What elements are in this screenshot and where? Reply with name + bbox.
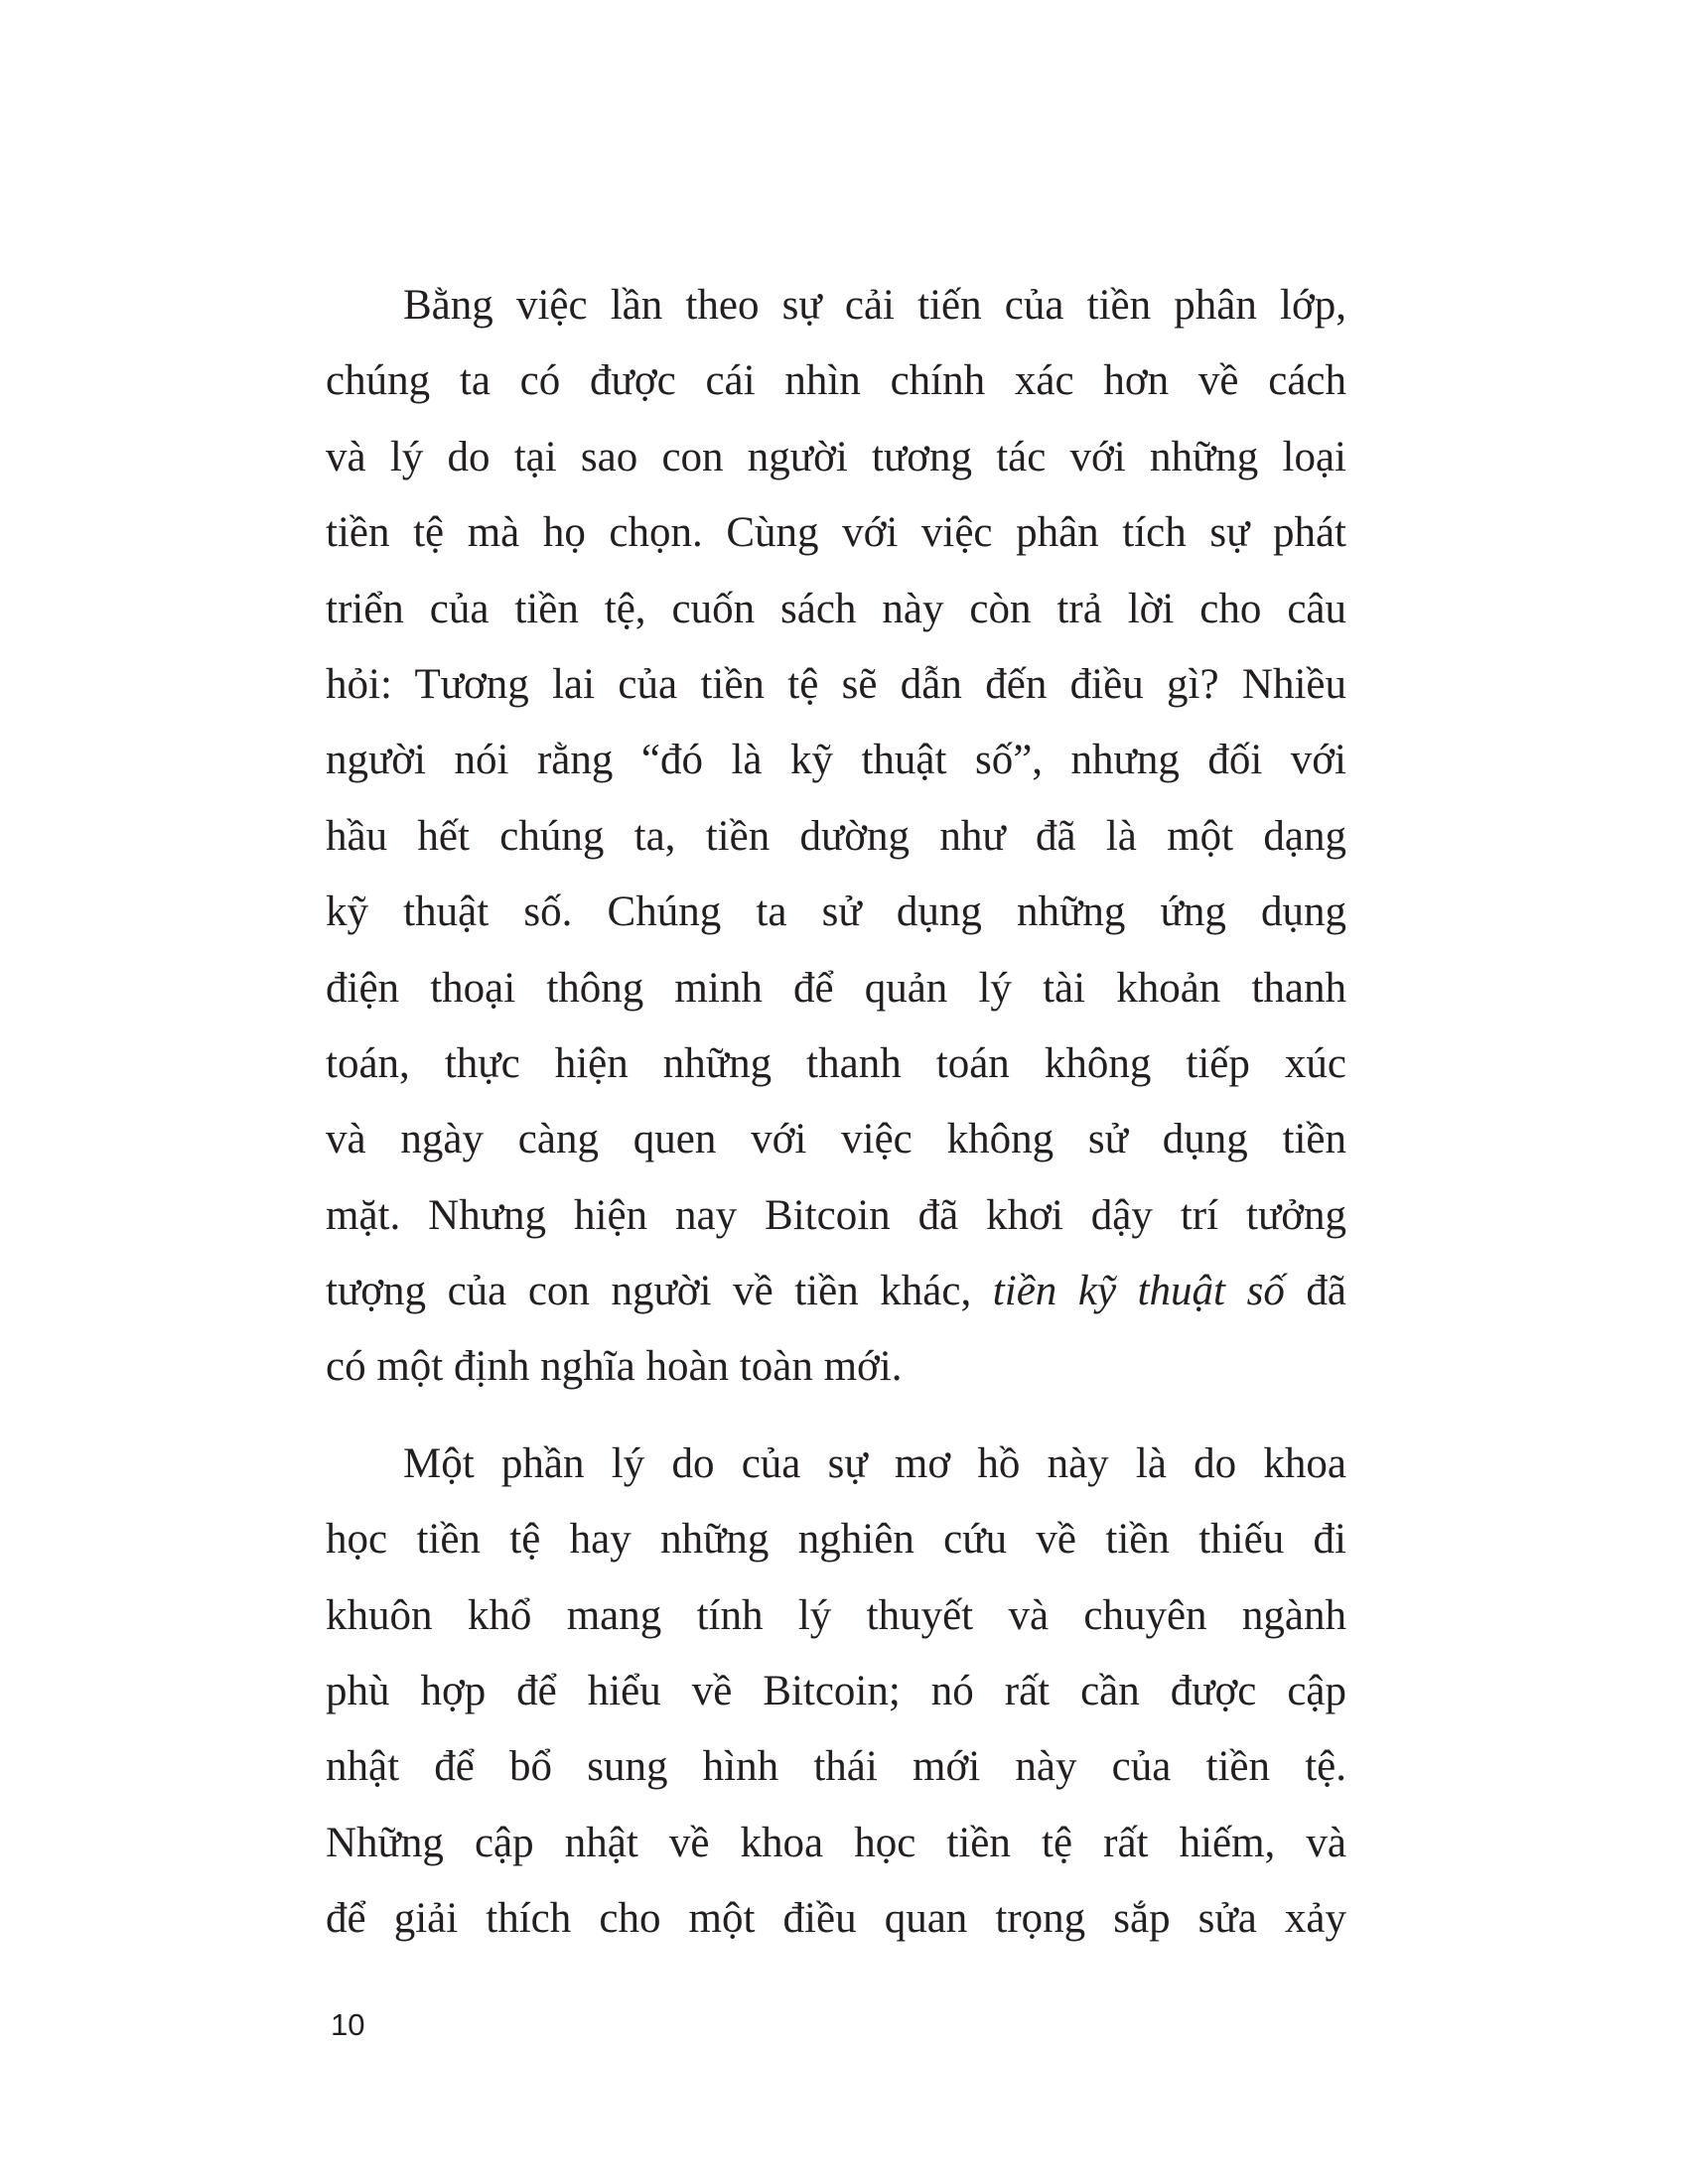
text-line: tiền tệ mà họ chọn. Cùng với việc phân tích sự phát xyxy=(326,509,1346,557)
text-line: kỹ thuật số. Chúng ta sử dụng những ứng dụng xyxy=(326,888,1346,936)
text-line: mặt. Nhưng hiện nay Bitcoin đã khơi dậy trí tưởng xyxy=(326,1191,1346,1239)
text-line: chúng ta có được cái nhìn chính xác hơn về cách xyxy=(326,357,1346,405)
text-line: toán, thực hiện những thanh toán không tiếp xúc xyxy=(326,1039,1346,1087)
text-line: điện thoại thông minh để quản lý tài khoản thanh xyxy=(326,964,1346,1012)
text-line: học tiền tệ hay những nghiên cứu về tiền thiếu đi xyxy=(326,1516,1346,1564)
text-line: phù hợp để hiểu về Bitcoin; nó rất cần được cập xyxy=(326,1668,1346,1715)
text-line-last: có một định nghĩa hoàn toàn mới. xyxy=(326,1343,903,1391)
text-line: triển của tiền tệ, cuốn sách này còn trả lời cho câu xyxy=(326,585,1346,632)
text-line: và ngày càng quen với việc không sử dụng tiền xyxy=(326,1116,1346,1163)
text-line: Một phần lý do của sự mơ hồ này là do khoa xyxy=(403,1439,1346,1487)
paragraph-1 xyxy=(326,268,1346,1406)
text-line: khuôn khổ mang tính lý thuyết và chuyên ngành xyxy=(326,1591,1346,1639)
text-line: Những cập nhật về khoa học tiền tệ rất hiếm, và xyxy=(326,1819,1346,1866)
text-line: Bằng việc lần theo sự cải tiến của tiền phân lớp, xyxy=(403,282,1346,329)
body-text xyxy=(326,268,1346,1958)
text-line: hầu hết chúng ta, tiền dường như đã là một dạng xyxy=(326,812,1346,860)
text-segment: đã xyxy=(1284,1268,1346,1315)
paragraph-2 xyxy=(326,1427,1346,1958)
text-line: và lý do tại sao con người tương tác với những loại xyxy=(326,433,1346,480)
text-line-with-emphasis xyxy=(326,1254,1346,1329)
text-line: nhật để bổ sung hình thái mới này của tiền tệ. xyxy=(326,1743,1346,1791)
text-line: hỏi: Tương lai của tiền tệ sẽ dẫn đến điều gì? Nhiều xyxy=(326,660,1346,708)
text-segment: tượng của con người về tiền khác, xyxy=(326,1268,993,1315)
emphasis-text: tiền kỹ thuật số xyxy=(992,1268,1285,1315)
text-line: để giải thích cho một điều quan trọng sắp sửa xảy xyxy=(326,1895,1346,1943)
page-number: 10 xyxy=(331,2007,365,2042)
text-line: người nói rằng “đó là kỹ thuật số”, nhưng đối với xyxy=(326,737,1346,784)
